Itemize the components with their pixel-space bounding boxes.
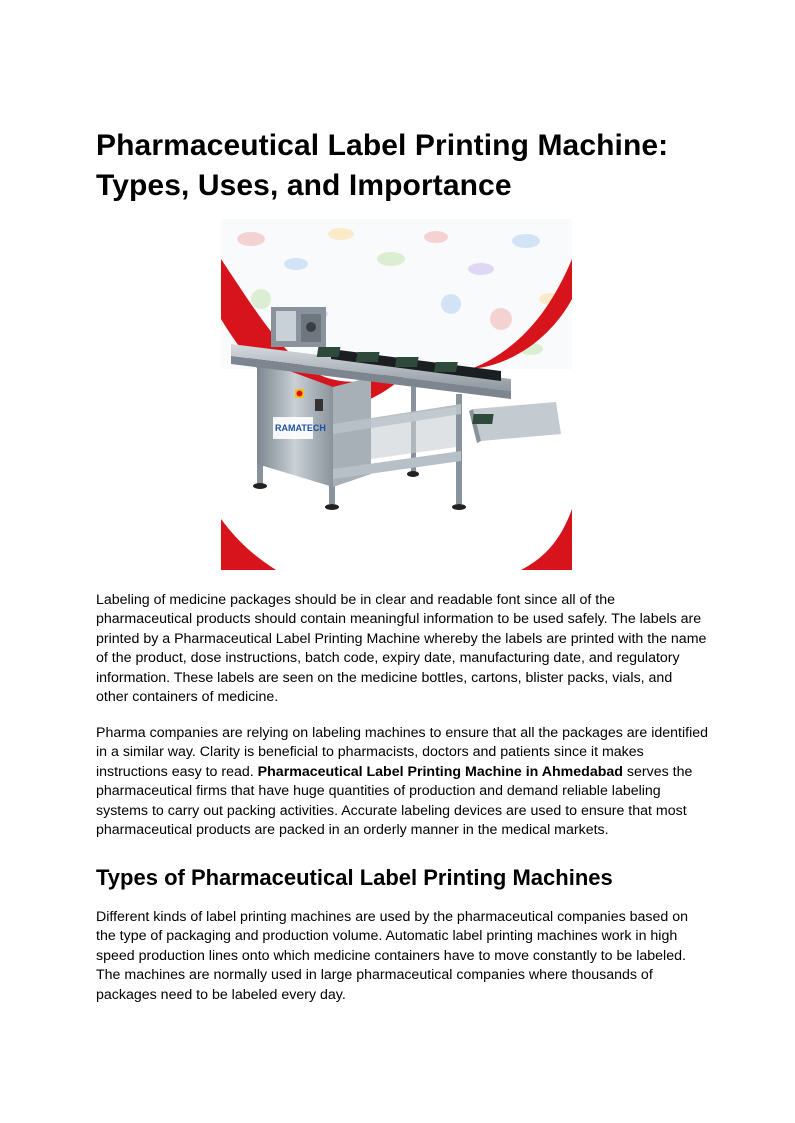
ahmedabad-highlight: Pharmaceutical Label Printing Machine in Ahmedabad: [257, 763, 623, 780]
label-printing-machine-image: [221, 219, 572, 570]
reliance-paragraph: [96, 724, 708, 840]
ramatech-logo: RAMATECH: [275, 423, 326, 433]
reliance-text-end: serves the pharmaceutical firms that have huge quantities of production and demand reliable labeling systems to carry out packing activities. Accurate labeling devices are used to ensure that most pharmaceutical products are packed in an orderly manner in the medical markets.: [96, 763, 693, 839]
article-title: [96, 126, 736, 206]
title-line-1: Pharmaceutical Label Printing Machine:: [96, 129, 669, 162]
intro-paragraph: Labeling of medicine packages should be in clear and readable font since all of the pharmaceutical products should contain meaningful information to be used safely. The labels are printed by a Pharmaceutical Label Printing Machine whereby the labels are printed with the name of the product, dose instructions, batch code, expiry date, manufacturing date, and regulatory information. These labels are seen on the medicine bottles, cartons, blister packs, vials, and other containers of medicine.: [96, 592, 707, 706]
reliance-text-start: Pharma companies are relying on labeling machines to ensure that all the packages are identified in a similar way. Clarity is beneficial to pharmacists, doctors and patients since it makes instructions easy to read.: [96, 725, 709, 780]
section-heading-types: Types of Pharmaceutical Label Printing Machines: [96, 865, 613, 890]
types-paragraph: Different kinds of label printing machines are used by the pharmaceutical companies based on the type of packaging and production volume. Automatic label printing machines work in high speed production lines onto which medicine containers have to move constantly to be labeled. The machines are normally used in large pharmaceutical companies where thousands of packages need to be labeled every day.: [96, 909, 689, 1003]
title-line-2: Types, Uses, and Importance: [96, 169, 512, 202]
